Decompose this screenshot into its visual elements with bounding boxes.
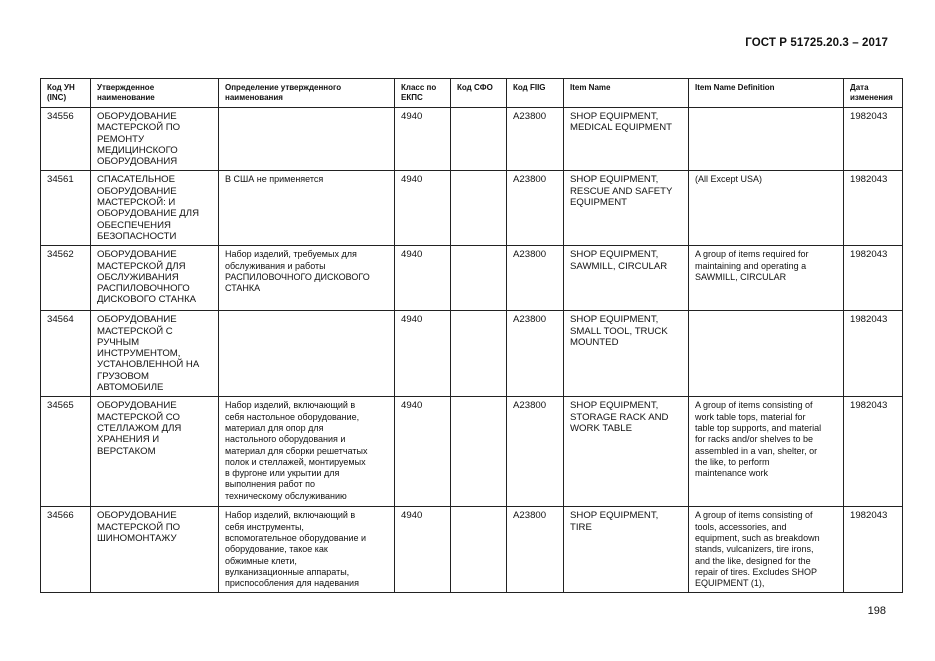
cell-item-name: SHOP EQUIPMENT, MEDICAL EQUIPMENT: [564, 108, 689, 171]
cell-definition: [219, 311, 395, 397]
page-number: 198: [867, 605, 886, 617]
cell-inc: 34564: [41, 311, 91, 397]
cell-item-name: SHOP EQUIPMENT, STORAGE RACK AND WORK TABLE: [564, 397, 689, 507]
cell-ekps-class: 4940: [395, 507, 451, 593]
cell-definition: В США не применяется: [219, 171, 395, 246]
cell-fiig-code: А23800: [507, 108, 564, 171]
cell-inc: 34556: [41, 108, 91, 171]
cell-change-date: 1982043: [844, 397, 903, 507]
cell-definition: [219, 108, 395, 171]
cell-approved-name: СПАСАТЕЛЬНОЕ ОБОРУДОВАНИЕ МАСТЕРСКОЙ: И ОБОРУДОВАНИЕ ДЛЯ ОБЕСПЕЧЕНИЯ БЕЗОПАСНОСТИ: [91, 171, 219, 246]
table-row: [41, 397, 903, 507]
cell-sfo-code: [451, 246, 507, 311]
cell-sfo-code: [451, 397, 507, 507]
cell-definition: Набор изделий, требуемых для обслуживания и работы РАСПИЛОВОЧНОГО ДИСКОВОГО СТАНКА: [219, 246, 395, 311]
cell-item-name: SHOP EQUIPMENT, SAWMILL, CIRCULAR: [564, 246, 689, 311]
table-row: [41, 507, 903, 593]
cell-inc: 34566: [41, 507, 91, 593]
table-row: [41, 171, 903, 246]
cell-change-date: 1982043: [844, 507, 903, 593]
cell-sfo-code: [451, 171, 507, 246]
cell-sfo-code: [451, 311, 507, 397]
cell-fiig-code: А23800: [507, 246, 564, 311]
column-header-definition: Определение утвержденного наименования: [219, 79, 395, 108]
table-header-row: [41, 79, 903, 108]
cell-approved-name: ОБОРУДОВАНИЕ МАСТЕРСКОЙ СО СТЕЛЛАЖОМ ДЛЯ ХРАНЕНИЯ И ВЕРСТАКОМ: [91, 397, 219, 507]
cell-ekps-class: 4940: [395, 108, 451, 171]
cell-approved-name: ОБОРУДОВАНИЕ МАСТЕРСКОЙ ПО РЕМОНТУ МЕДИЦИНСКОГО ОБОРУДОВАНИЯ: [91, 108, 219, 171]
table-row: [41, 246, 903, 311]
cell-sfo-code: [451, 507, 507, 593]
cell-approved-name: ОБОРУДОВАНИЕ МАСТЕРСКОЙ ДЛЯ ОБСЛУЖИВАНИЯ РАСПИЛОВОЧНОГО ДИСКОВОГО СТАНКА: [91, 246, 219, 311]
cell-item-name-definition: A group of items consisting of work table tops, material for table top supports, and material for racks and/or shelves to be assembled in a van, shelter, or the like, to perform maintenance work: [689, 397, 844, 507]
cell-fiig-code: А23800: [507, 171, 564, 246]
cell-inc: 34565: [41, 397, 91, 507]
cell-item-name-definition: A group of items required for maintaining and operating a SAWMILL, CIRCULAR: [689, 246, 844, 311]
cell-change-date: 1982043: [844, 246, 903, 311]
cell-change-date: 1982043: [844, 311, 903, 397]
column-header-inc: Код УН (INC): [41, 79, 91, 108]
cell-item-name-definition: [689, 311, 844, 397]
cell-item-name-definition: A group of items consisting of tools, accessories, and equipment, such as breakdown stands, vulcanizers, tire irons, and the like, designed for the repair of tires. Excludes SHOP EQUIPMENT (1),: [689, 507, 844, 593]
cell-sfo-code: [451, 108, 507, 171]
table-row: [41, 108, 903, 171]
column-header-ekps-class: Класс по ЕКПС: [395, 79, 451, 108]
cell-item-name: SHOP EQUIPMENT, TIRE: [564, 507, 689, 593]
cell-change-date: 1982043: [844, 171, 903, 246]
column-header-item-name: Item Name: [564, 79, 689, 108]
cell-ekps-class: 4940: [395, 311, 451, 397]
document-title: ГОСТ Р 51725.20.3 – 2017: [745, 37, 888, 49]
cell-fiig-code: А23800: [507, 507, 564, 593]
cell-definition: Набор изделий, включающий в себя инструменты, вспомогательное оборудование и оборудование, такое как обжимные клети, вулканизационные аппараты, приспособления для надевания: [219, 507, 395, 593]
cell-ekps-class: 4940: [395, 246, 451, 311]
column-header-item-name-definition: Item Name Definition: [689, 79, 844, 108]
cell-item-name-definition: [689, 108, 844, 171]
cell-fiig-code: А23800: [507, 311, 564, 397]
classification-table: [40, 78, 903, 593]
cell-fiig-code: А23800: [507, 397, 564, 507]
cell-item-name-definition: (All Except USA): [689, 171, 844, 246]
cell-approved-name: ОБОРУДОВАНИЕ МАСТЕРСКОЙ С РУЧНЫМ ИНСТРУМЕНТОМ, УСТАНОВЛЕННОЙ НА ГРУЗОВОМ АВТОМОБИЛЕ: [91, 311, 219, 397]
column-header-change-date: Дата изменения: [844, 79, 903, 108]
cell-item-name: SHOP EQUIPMENT, RESCUE AND SAFETY EQUIPMENT: [564, 171, 689, 246]
column-header-approved-name: Утвержденное наименование: [91, 79, 219, 108]
cell-change-date: 1982043: [844, 108, 903, 171]
cell-definition: Набор изделий, включающий в себя настольное оборудование, материал для опор для настольного оборудования и материал для сборки решетчатых полок и стеллажей, монтируемых в фургоне или укрытии для выполнения работ по техническому обслуживанию: [219, 397, 395, 507]
table-row: [41, 311, 903, 397]
cell-ekps-class: 4940: [395, 171, 451, 246]
cell-item-name: SHOP EQUIPMENT, SMALL TOOL, TRUCK MOUNTED: [564, 311, 689, 397]
cell-approved-name: ОБОРУДОВАНИЕ МАСТЕРСКОЙ ПО ШИНОМОНТАЖУ: [91, 507, 219, 593]
cell-inc: 34561: [41, 171, 91, 246]
cell-inc: 34562: [41, 246, 91, 311]
cell-ekps-class: 4940: [395, 397, 451, 507]
column-header-sfo-code: Код СФО: [451, 79, 507, 108]
column-header-fiig-code: Код FIIG: [507, 79, 564, 108]
